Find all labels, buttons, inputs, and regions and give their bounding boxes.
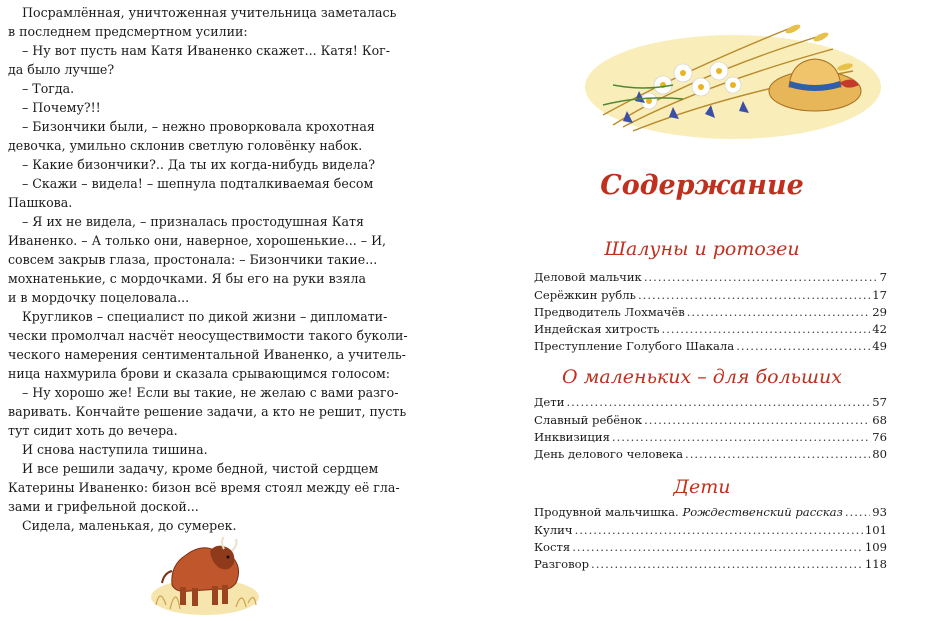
toc-entry-subtitle: Рождественский рассказ	[682, 505, 843, 519]
text-line: – Ну вот пусть нам Катя Иваненко скажет... Катя! Ког-	[22, 43, 391, 58]
text-line: Иваненко. – А только они, наверное, хорошенькие... – И,	[8, 233, 387, 248]
toc-entry[interactable]: Кулич ..... 101	[534, 523, 887, 538]
text-line: И все решили задачу, кроме бедной, чистой сердцем	[22, 461, 379, 476]
toc-entry[interactable]: Деловой мальчик ..... 7	[534, 270, 887, 285]
text-line: варивать. Кончайте решение задачи, а кто не решит, пусть	[8, 404, 407, 419]
text-line: Кругликов – специалист по дикой жизни – дипломати-	[22, 309, 388, 324]
toc-entry[interactable]: Костя ..... 109	[534, 540, 887, 555]
page-number: 93	[872, 505, 887, 519]
page-number: 17	[872, 288, 887, 302]
toc-entry[interactable]: День делового человека ..... 80	[534, 447, 887, 462]
page-number: 57	[872, 395, 887, 409]
dot-leader	[612, 430, 870, 445]
toc-entry[interactable]: Инквизиция ..... 76	[534, 430, 887, 445]
text-line: – Какие бизончики?.. Да ты их когда-нибудь видела?	[22, 157, 376, 172]
text-line: – Скажи – видела! – шепнула подталкиваемая бесом	[22, 176, 374, 191]
dot-leader	[591, 557, 863, 572]
dot-leader	[638, 288, 870, 303]
text-line: – Я их не видела, – призналась простодушная Катя	[22, 214, 364, 229]
text-line: – Тогда.	[22, 81, 75, 96]
text-line: – Почему?!!	[22, 100, 101, 115]
page-number: 7	[879, 270, 887, 284]
page-number: 29	[872, 305, 887, 319]
text-line: девочка, умильно склонив светлую головёнку набок.	[8, 138, 363, 153]
contents-title: Содержание	[600, 170, 804, 201]
text-line: и в мордочку поцеловала...	[8, 290, 190, 305]
dot-leader	[845, 505, 870, 520]
toc-entry[interactable]: Преступление Голубого Шакала ..... 49	[534, 339, 887, 354]
toc-entry[interactable]: Индейская хитрость ..... 42	[534, 322, 887, 337]
text-line: Посрамлённая, уничтоженная учительница заметалась	[22, 5, 397, 20]
page-number: 80	[872, 447, 887, 461]
page-number: 49	[872, 339, 887, 353]
toc-entry[interactable]: Разговор ..... 118	[534, 557, 887, 572]
dot-leader	[566, 395, 870, 410]
page-number: 109	[864, 540, 887, 554]
hat-and-wildflowers-illustration	[583, 15, 883, 145]
text-line: Катерины Иваненко: бизон всё время стоял между её гла-	[8, 480, 400, 495]
text-line: Пашкова.	[8, 195, 73, 210]
text-line: ческого намерения сентиментальной Иваненко, а учитель-	[8, 347, 406, 362]
dot-leader	[736, 339, 870, 354]
text-line: – Ну хорошо же! Если вы такие, не желаю с вами разго-	[22, 385, 399, 400]
text-line: – Бизончики были, – нежно проворковала крохотная	[22, 119, 375, 134]
toc-entry[interactable]: Продувной мальчишка. Рождественский рассказ ..... 93	[534, 505, 887, 520]
toc-entry[interactable]: Серёжкин рубль ..... 17	[534, 288, 887, 303]
page-number: 68	[872, 413, 887, 427]
text-line: зами и грифельной доской...	[8, 499, 199, 514]
dot-leader	[644, 270, 878, 285]
text-line: ница нахмурила брови и сказала срывающимся голосом:	[8, 366, 391, 381]
text-line: да было лучше?	[8, 62, 115, 77]
toc-entry[interactable]: Славный ребёнок ..... 68	[534, 413, 887, 428]
text-line: тут сидит хоть до вечера.	[8, 423, 178, 438]
section-title: Шалуны и ротозеи	[604, 238, 800, 260]
dot-leader	[575, 523, 863, 538]
dot-leader	[685, 447, 870, 462]
right-page	[468, 0, 936, 621]
text-line: в последнем предсмертном усилии:	[8, 24, 248, 39]
text-line: И снова наступила тишина.	[22, 442, 208, 457]
page-number: 42	[872, 322, 887, 336]
text-line: чески промолчал насчёт неосуществимости такого буколи-	[8, 328, 408, 343]
bison-illustration	[150, 525, 260, 617]
toc-entry[interactable]: Дети ..... 57	[534, 395, 887, 410]
text-line: совсем закрыв глаза, простонала: – Бизончики такие...	[8, 252, 378, 267]
dot-leader	[572, 540, 863, 555]
page-number: 118	[864, 557, 887, 571]
page-number: 76	[872, 430, 887, 444]
dot-leader	[662, 322, 871, 337]
toc-entry[interactable]: Предводитель Лохмачёв ..... 29	[534, 305, 887, 320]
section-title: Дети	[673, 476, 731, 498]
section-title: О маленьких – для больших	[562, 366, 842, 388]
dot-leader	[687, 305, 871, 320]
text-line: Сидела, маленькая, до сумерек.	[22, 518, 237, 533]
text-line: мохнатенькие, с мордочками. Я бы его на руки взяла	[8, 271, 366, 286]
page-number: 101	[864, 523, 887, 537]
dot-leader	[644, 413, 870, 428]
